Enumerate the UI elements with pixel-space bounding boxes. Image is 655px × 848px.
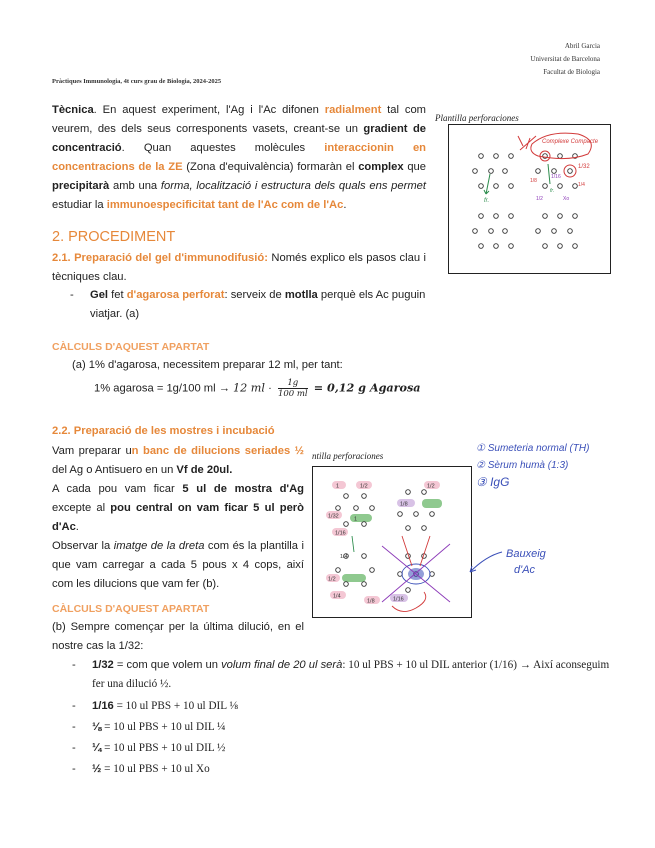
calc2-b: (b) Sempre començar per la última dilució, en el nostre cas la 1/32:	[52, 621, 304, 652]
well-label: 1	[354, 516, 358, 523]
well-label: 1/2	[360, 483, 368, 490]
bauxeig-arrow	[466, 548, 506, 578]
well-label: 1/8	[367, 598, 375, 605]
plate-border	[449, 125, 611, 274]
legend-item-1: ① Sumeteria normal (TH)	[476, 443, 590, 454]
well-label: 1/8	[400, 501, 408, 508]
calc1-a: (a) 1% d'agarosa, necessitem preparar 12 ml, per tant:	[72, 359, 343, 371]
well-label: 1/2	[328, 576, 336, 583]
well-label: 1	[336, 483, 340, 490]
note-compacte: Complexe Compacte	[542, 139, 599, 145]
intro-paragraph: Tècnica. En aquest experiment, l'Ag i l'Ac difonen radialment tal com veurem, des dels seus corresponents vasets, creant-se un gradient de concentració. Quan aquestes molècules interaccionin en concentracions de la ZE (Zona d'equivalència) formaràn el complex que precipitarà amb una forma, localització i estructura dels quals ens permet estudiar la immunoespecificitat tant de l'Ac com de l'Ac.	[52, 104, 427, 211]
subsection-2-1-title: 2.1. Preparació del gel d'immunodifusió:	[52, 252, 268, 264]
calc1-title: CÀLCULS D'AQUEST APARTAT	[52, 341, 210, 353]
course-title: Pràctiques Immunologia, 4t curs grau de Biologia, 2024-2025	[52, 78, 222, 85]
note-xo: Xo	[563, 196, 570, 202]
legend-item-3: ③ IgG	[476, 475, 510, 489]
list-item: - ½ = 10 ul PBS + 10 ul Xo	[72, 763, 210, 775]
note-1-16: 1/16	[551, 174, 561, 180]
figure1-caption: Plantilla perforaciones	[435, 113, 519, 123]
well-label: 1/32	[328, 513, 339, 520]
gel-bullet: - Gel fet d'agarosa perforat: serveix de motlla perquè els Ac puguin viatjar. (a)	[70, 289, 426, 320]
note-1-8: 1/8	[530, 178, 537, 184]
bauxeig-label: Bauxeig	[506, 548, 546, 560]
calc2-title: CÀLCULS D'AQUEST APARTAT	[52, 603, 210, 615]
calc1-equation: 1% agarosa = 1g/100 ml → 12 ml · $\frac{1g}{100 ml} = 0,12$ g Agarosa	[94, 378, 421, 399]
list-item: - 1/16 = 10 ul PBS + 10 ul DIL ⅛	[72, 700, 238, 712]
well-label: 1/4	[333, 593, 341, 600]
page-header	[530, 40, 600, 79]
well-label: 1/16	[393, 596, 404, 603]
well-label: 1/4	[340, 554, 348, 560]
subsection-2-1: 2.1. Preparació del gel d'immunodifusió: Només explico els pasos clau i tècniques clau.	[52, 252, 426, 283]
note-1-2: 1/2	[536, 196, 543, 202]
bauxeig-note	[506, 546, 546, 578]
section-title-procediment: 2. PROCEDIMENT	[52, 229, 176, 245]
legend-item-2: ② Sèrum humà (1:3)	[476, 460, 569, 471]
figure2-caption: ntilla perforaciones	[312, 451, 384, 461]
note-fr2: fr.	[550, 188, 555, 194]
dilution-list	[72, 656, 612, 779]
note-fr: fr.	[484, 198, 490, 204]
list-item: - ¼ = 10 ul PBS + 10 ul DIL ½	[72, 742, 226, 754]
subsection-2-2-text: Vam preparar un banc de dilucions seriades ½ del Ag o Antisuero en un Vf de 20ul. A cada pou vam ficar 5 ul de mostra d'Ag excepte al pou central on vam ficar 5 ul però d'Ac. Observar la imatge de la dreta com és la plantilla i que vam carregar a cada 5 pous x 4 cops, així com les dilucions que vam fer (b).	[52, 445, 304, 590]
author-name: Abril Garcia	[564, 42, 600, 50]
well-label: 1/16	[335, 530, 346, 537]
figure2-plate	[312, 466, 472, 618]
list-item: - 1/32 = com que volem un volum final de 20 ul serà: 10 ul PBS + 10 ul DIL anterior (1/16) → Així aconseguim fer una dilució ½.	[72, 659, 610, 690]
figure1-plate	[448, 124, 611, 274]
university-name: Universitat de Barcelona	[530, 55, 600, 63]
note-1-32: 1/32	[578, 164, 590, 170]
dac-label: d'Ac	[514, 564, 536, 576]
subsection-2-2-title: 2.2. Preparació de les mostres i incubació	[52, 425, 275, 437]
faculty-name: Facultat de Biologia	[543, 68, 600, 76]
tecnica-label: Tècnica	[52, 104, 94, 116]
well-label: 1/2	[427, 483, 435, 490]
list-item: - ⅛ = 10 ul PBS + 10 ul DIL ¼	[72, 721, 226, 733]
figure2-legend	[476, 440, 589, 491]
note-1-4: 1/4	[578, 182, 585, 188]
